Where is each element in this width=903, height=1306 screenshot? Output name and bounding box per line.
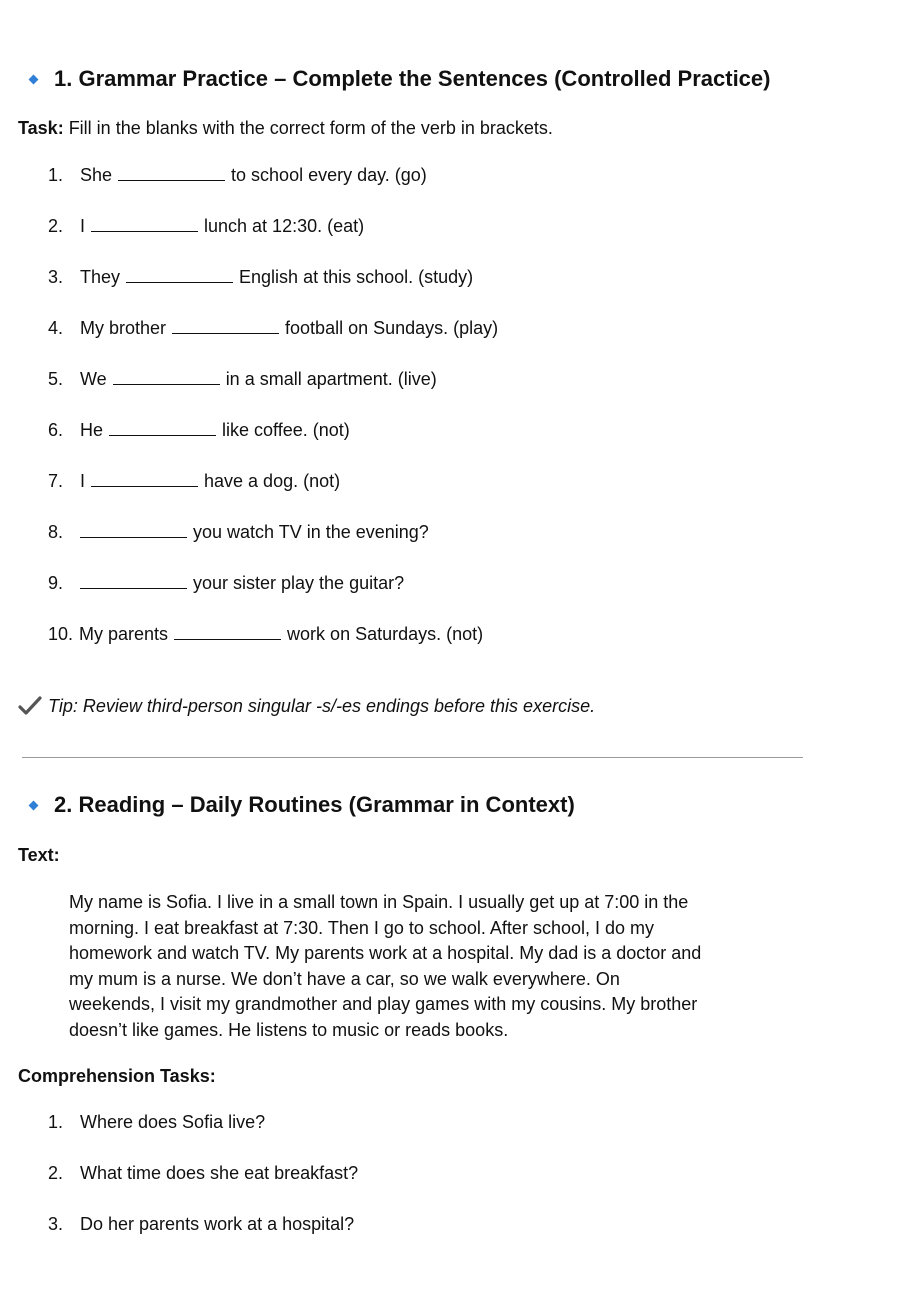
question-number: 2. <box>48 1163 64 1183</box>
item-before: My parents <box>79 624 169 644</box>
exercise-item <box>48 165 427 186</box>
exercise-item <box>48 216 364 237</box>
item-after: in a small apartment. (live) <box>225 369 437 389</box>
reading-passage <box>69 890 769 1043</box>
section2-heading-text: 2. Reading – Daily Routines (Grammar in Context) <box>54 792 575 817</box>
passage-line: morning. I eat breakfast at 7:30. Then I go to school. After school, I do my <box>69 917 654 938</box>
diamond-bullet-icon <box>29 74 39 84</box>
answer-blank[interactable] <box>80 523 187 538</box>
text-label: Text: <box>18 845 60 865</box>
section1-heading-text: 1. Grammar Practice – Complete the Sentences (Controlled Practice) <box>54 66 771 91</box>
answer-blank[interactable] <box>80 574 187 589</box>
tip-text: Tip: Review third-person singular -s/-es endings before this exercise. <box>48 695 596 716</box>
exercise-item <box>48 522 429 543</box>
question-number: 1. <box>48 1112 64 1132</box>
item-after: work on Saturdays. (not) <box>287 624 484 644</box>
answer-blank[interactable] <box>172 319 279 334</box>
item-number: 8. <box>48 522 64 542</box>
task-text: Fill in the blanks with the correct form of the verb in brackets. <box>63 118 553 138</box>
item-number: 9. <box>48 573 64 593</box>
answer-blank[interactable] <box>174 625 281 640</box>
answer-blank[interactable] <box>109 421 216 436</box>
item-after: have a dog. (not) <box>204 471 341 491</box>
question-text: What time does she eat breakfast? <box>80 1163 359 1183</box>
comprehension-label: Comprehension Tasks: <box>18 1066 216 1086</box>
tip-line <box>18 694 595 718</box>
answer-blank[interactable] <box>91 217 198 232</box>
item-before: We <box>80 369 107 389</box>
answer-blank[interactable] <box>118 166 225 181</box>
question-number: 3. <box>48 1214 64 1234</box>
item-after: your sister play the guitar? <box>193 573 405 593</box>
item-after: English at this school. (study) <box>239 267 474 287</box>
exercise-item <box>48 420 350 441</box>
item-number: 2. <box>48 216 64 236</box>
question-item <box>48 1163 358 1184</box>
item-after: lunch at 12:30. (eat) <box>204 216 365 236</box>
item-number: 7. <box>48 471 64 491</box>
item-before: I <box>80 471 86 491</box>
passage-line: doesn’t like games. He listens to music or reads books. <box>69 1019 509 1040</box>
exercise-item <box>48 318 498 339</box>
question-text: Do her parents work at a hospital? <box>80 1214 355 1234</box>
exercise-item <box>48 624 483 645</box>
question-item <box>48 1214 354 1235</box>
item-number: 5. <box>48 369 64 389</box>
item-before: My brother <box>80 318 167 338</box>
question-text: Where does Sofia live? <box>80 1112 266 1132</box>
task-line <box>18 118 553 139</box>
passage-line: homework and watch TV. My parents work at a hospital. My dad is a doctor and <box>69 943 702 963</box>
answer-blank[interactable] <box>91 472 198 487</box>
item-before: She <box>80 165 113 185</box>
section1-heading <box>27 66 770 92</box>
checkmark-icon <box>18 694 42 718</box>
exercise-item <box>48 471 340 492</box>
item-after: football on Sundays. (play) <box>285 318 499 338</box>
question-item <box>48 1112 265 1133</box>
item-number: 6. <box>48 420 64 440</box>
section-divider <box>22 757 803 758</box>
exercise-item <box>48 573 404 594</box>
item-before: He <box>80 420 104 440</box>
item-number: 1. <box>48 165 64 185</box>
passage-line: My name is Sofia. I live in a small town in Spain. I usually get up at 7:00 in the <box>69 892 689 912</box>
section2-heading <box>27 792 575 818</box>
passage-line: my mum is a nurse. We don’t have a car, so we walk everywhere. On <box>69 968 620 989</box>
passage-line: weekends, I visit my grandmother and play games with my cousins. My brother <box>69 994 698 1014</box>
item-before: I <box>80 216 86 236</box>
item-after: to school every day. (go) <box>231 165 427 185</box>
item-before: They <box>80 267 121 287</box>
item-after: like coffee. (not) <box>222 420 350 440</box>
exercise-item <box>48 369 437 390</box>
answer-blank[interactable] <box>113 370 220 385</box>
item-after: you watch TV in the evening? <box>193 522 429 542</box>
exercise-item <box>48 267 473 288</box>
item-number: 4. <box>48 318 64 338</box>
comprehension-label-line <box>18 1066 216 1087</box>
diamond-bullet-icon <box>29 800 39 810</box>
task-label: Task: <box>18 118 64 138</box>
item-number: 10. <box>48 624 74 644</box>
text-label-line <box>18 845 60 866</box>
answer-blank[interactable] <box>126 268 233 283</box>
item-number: 3. <box>48 267 64 287</box>
